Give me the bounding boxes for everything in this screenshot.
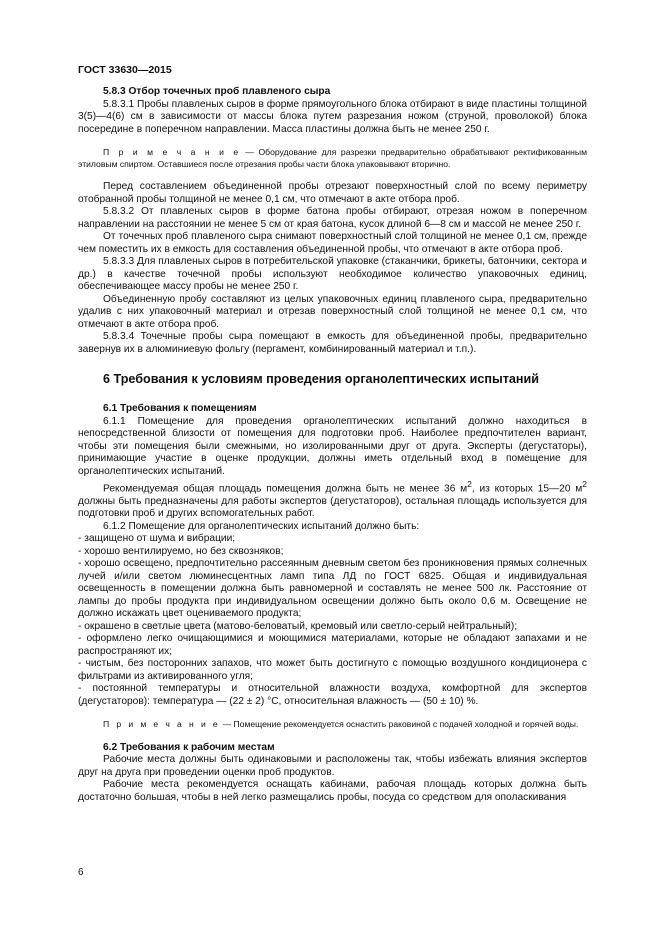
section-title-6: 6 Требования к условиям проведения органолептических испытаний	[103, 372, 539, 386]
note-text: — Помещение рекомендуется оснастить раковиной с подачей холодной и горячей воды.	[220, 719, 579, 730]
document-code-header: ГОСТ 33630—2015	[78, 64, 172, 76]
paragraph-5-8-3-3: 5.8.3.3 Для плавленых сыров в потребительской упаковке (стаканчики, брикеты, батончики, сектора и др.) в качестве точечной пробы используют необходимое количество упаковочных единиц, обеспечивающее массу пробы не менее 250 г.	[78, 256, 587, 292]
page-number: 6	[78, 867, 84, 878]
list-item: - хорошо освещено, предпочтительно рассеянным дневным светом без проникновения прямых солнечных лучей и/или светом люминесцентных ламп типа ЛД по ГОСТ 6825. Общая и индивидуальная освещенность в помещении должна быть равномерной и составлять не менее 500 лк. Расстояние от лампы до пробы продукта при индивидуальном освещении должно быть около 0,6 м. Освещение не должно искажать цвет оцениваемого продукта;	[78, 558, 587, 620]
page-content	[78, 86, 587, 804]
paragraph: Рабочие места рекомендуется оснащать кабинами, рабочая площадь которых должна быть достаточно большая, чтобы в ней легко размещались пробы, посуда со средством для ополаскивания	[78, 779, 587, 803]
list-item: - защищено от шума и вибрации;	[78, 533, 236, 545]
paragraph: Объединенную пробу составляют из целых упаковочных единиц плавленого сыра, предварительно удалив с них упаковочный материал и отрезав поверхностный слой толщиной не менее 0,1 см, что отмечают в акте отбора проб.	[78, 293, 587, 330]
paragraph-6-1-1: 6.1.1 Помещение для проведения органолептических испытаний должно находиться в непосредственной близости от помещения для подготовки проб. Наиболее предпочтителен вариант, чтобы эти помещения были смежными, но изолированными друг от друга. Эксперты (дегустаторы), принимающие участие в оценке продукции, должны иметь отдельный вход в помещение для органолептических испытаний.	[78, 415, 587, 477]
list-item: - оформлено легко очищающимися и моющимися материалами, которые не обладают запахами и не распространяют их;	[78, 633, 587, 657]
list-item: - чистым, без посторонних запахов, что может быть достигнуто с помощью воздушного кондиционера с фильтрами из активированного угля;	[78, 658, 587, 682]
note-6-1	[78, 719, 587, 731]
note-5-8-3	[78, 147, 587, 170]
list-item: - постоянной температуры и относительной влажности воздуха, комфортной для экспертов (дегустаторов): температура — (22 ± 2) °С, относительная влажность — (50 ± 10) %.	[78, 683, 587, 707]
subsection-title-6-2: 6.2 Требования к рабочим местам	[103, 741, 275, 753]
paragraph-5-8-3-2: 5.8.3.2 От плавленых сыров в форме батона пробы отбирают, отрезая ножом в поперечном направлении на расстоянии не менее 5 см от края батона, кусок длиной 6—8 см и массой не менее 250 г.	[78, 206, 587, 230]
subsection-title-6-1: 6.1 Требования к помещениям	[103, 403, 257, 414]
paragraph: Рабочие места должны быть одинаковыми и расположены так, чтобы избежать влияния экспертов друг на друга при проведении оценки проб продуктов.	[78, 754, 587, 778]
paragraph-5-8-3-1: 5.8.3.1 Пробы плавленых сыров в форме прямоугольного блока отбирают в виде пластины толщиной 3(5)—4(6) см в зависимости от массы блока путем разрезания ножом (струной, проволокой) блока посередине в поперечном направлении. Масса пластины должна быть не менее 250 г.	[78, 98, 587, 135]
paragraph: Перед составлением объединенной пробы отрезают поверхностный слой по всему периметру отобранной пробы толщиной не менее 0,1 см, что отмечают в акте отбора проб.	[78, 181, 587, 205]
subsection-title-5-8-3: 5.8.3 Отбор точечных проб плавленого сыра	[103, 86, 331, 97]
list-item: - хорошо вентилируемо, но без сквозняков;	[78, 545, 284, 557]
paragraph-5-8-3-4: 5.8.3.4 Точечные пробы сыра помещают в емкость для объединенной пробы, предварительно завернув их в алюминиевую фольгу (пергамент, комбинированный материал и т.п.).	[78, 331, 587, 355]
paragraph: От точечных проб плавленого сыра снимают поверхностный слой толщиной не менее 0,1 см, прежде чем поместить их в емкость для составления объединенной пробы, что отмечают в акте отбора проб.	[78, 231, 587, 255]
paragraph-6-1-2: 6.1.2 Помещение для органолептических испытаний должно быть:	[103, 520, 420, 532]
note-label: П р и м е ч а н и е	[103, 719, 221, 730]
paragraph-area: Рекомендуемая общая площадь помещения должна быть не менее 36 $м^2$, из которых 15—20 $м^2$ должны быть предназначены для работы экспертов (дегустаторов), остальная площадь используется для подготовки проб и других вспомогательных работ.	[78, 479, 587, 520]
note-text: — Оборудование для разрезки предварительно обрабатывают ректификованным этиловым спиртом. Оставшиеся после отрезания пробы части блока упаковывают вторично.	[78, 147, 587, 169]
note-label: П р и м е ч а н и е	[103, 147, 241, 157]
list-item: - окрашено в светлые цвета (матово-беловатый, кремовый или светло-серый нейтральный);	[78, 620, 518, 632]
